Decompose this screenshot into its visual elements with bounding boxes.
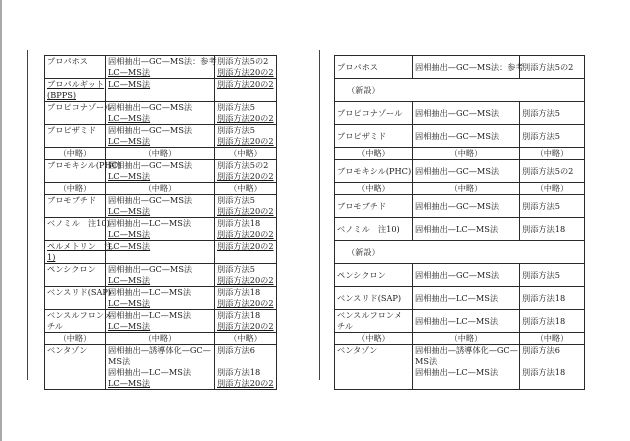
cell-text-line: 別添方法20の2 xyxy=(217,241,274,251)
table-row xyxy=(45,160,277,183)
left-margin-rule xyxy=(27,50,28,380)
table-row xyxy=(45,287,277,310)
method-reference-cell xyxy=(215,218,277,241)
cell-text-line: LC—MS法 xyxy=(108,136,151,146)
cell-text-line: MS法 xyxy=(415,356,438,366)
omitted-cell: （中略） xyxy=(106,148,215,160)
cell-text-line: 固相抽出—GC—MS法：参考 xyxy=(108,56,217,66)
cell-text-line: 別添方法6 xyxy=(522,345,560,355)
table-row xyxy=(45,310,277,333)
method-reference-cell xyxy=(520,218,585,241)
test-method-cell xyxy=(413,195,520,218)
substance-name-cell xyxy=(45,56,106,79)
cell-text-line: 別添方法18 xyxy=(217,218,261,228)
cell-text-line: 別添方法20の2 xyxy=(217,136,274,146)
table-row xyxy=(335,102,585,125)
cell-text-line: MS法 xyxy=(108,356,131,366)
omitted-cell: （中略） xyxy=(520,333,585,345)
substance-name-cell xyxy=(335,125,413,148)
cell-text-line: ベノミル 注10) xyxy=(337,223,400,234)
cell-text-line: 別添方法20の2 xyxy=(217,378,274,388)
substance-name-cell xyxy=(45,195,106,218)
test-method-cell xyxy=(106,218,215,241)
cell-text-line: (BPPS) xyxy=(47,90,77,100)
method-reference-cell xyxy=(215,56,277,79)
omitted-row xyxy=(45,333,277,345)
cell-text-line: ベンタゾン xyxy=(337,345,378,355)
cell-text-line: ベンタゾン xyxy=(47,345,88,355)
table-row xyxy=(335,264,585,287)
cell-text-line: 別添方法5 xyxy=(217,125,255,135)
substance-name-cell xyxy=(45,310,113,333)
cell-text-line: 固相抽出—LC—MS法 xyxy=(415,315,499,326)
omitted-cell: （中略） xyxy=(45,148,106,160)
omitted-cell: （中略） xyxy=(45,333,106,345)
table-row xyxy=(45,218,277,241)
test-method-cell xyxy=(106,264,215,287)
test-method-cell xyxy=(106,125,215,148)
table-row xyxy=(335,160,585,183)
cell-text-line: LC—MS法 xyxy=(108,298,151,308)
table-row xyxy=(45,79,277,102)
cell-text-line: ベンスリド(SAP) xyxy=(337,292,402,303)
cell-text-line: ベンスルフロンメ xyxy=(337,310,403,320)
cell-text-line: 別添方法5の2 xyxy=(522,165,574,176)
cell-text-line: 固相抽出—GC—MS法 xyxy=(108,125,193,135)
cell-text-line: ブロモキシル(PHC) xyxy=(47,160,122,170)
table-row xyxy=(335,310,585,333)
substance-name-cell xyxy=(335,264,413,287)
omitted-cell: （中略） xyxy=(45,183,106,195)
test-method-cell xyxy=(106,195,215,218)
cell-text-line: 別添方法20の2 xyxy=(217,298,274,308)
cell-text-line: 別添方法5 xyxy=(217,102,255,112)
table-row xyxy=(45,345,277,390)
method-reference-cell xyxy=(520,195,585,218)
test-method-cell xyxy=(413,125,520,148)
cell-text-line: ブロモブチド xyxy=(337,200,387,211)
new-entry-row xyxy=(335,241,585,264)
substance-name-cell xyxy=(335,160,413,183)
omitted-cell: （中略） xyxy=(413,333,520,345)
cell-text-line: LC—MS法 xyxy=(108,241,151,251)
method-reference-cell xyxy=(520,287,585,310)
cell-text-line: ベンスリド(SAP) xyxy=(47,287,112,297)
substance-name-cell xyxy=(45,79,106,102)
cell-text-line: 固相抽出—誘導体化—GC— xyxy=(415,345,518,355)
new-entry-cell: （新設） xyxy=(335,241,585,264)
omitted-cell: （中略） xyxy=(520,183,585,195)
omitted-row xyxy=(45,183,277,195)
substance-name-cell xyxy=(335,56,413,79)
cell-text-line: 固相抽出—GC—MS法：参考 xyxy=(415,61,524,72)
omitted-row xyxy=(335,183,585,195)
table-row xyxy=(335,56,585,79)
cell-text-line: プロパルギット xyxy=(47,79,105,89)
substance-name-cell xyxy=(335,102,413,125)
cell-text-line: 固相抽出—GC—MS法 xyxy=(108,264,193,274)
cell-text-line: 別添方法5 xyxy=(217,195,255,205)
substance-name-cell xyxy=(45,218,110,241)
omitted-row xyxy=(335,333,585,345)
cell-text-line: 別添方法18 xyxy=(522,292,566,303)
cell-text-line: プロパホス xyxy=(337,61,378,72)
test-method-cell xyxy=(106,241,215,264)
cell-text-line: 別添方法20の2 xyxy=(217,229,274,239)
test-method-cell xyxy=(106,310,215,333)
cell-text-line: プロパホス xyxy=(47,56,88,66)
cell-text-line: 固相抽出—LC—MS法 xyxy=(108,218,192,228)
cell-text-line: 別添方法20の2 xyxy=(217,113,274,123)
cell-text-line: 別添方法5の2 xyxy=(217,160,269,170)
cell-text-line: 別添方法5の2 xyxy=(522,61,574,72)
table-row xyxy=(45,195,277,218)
omitted-cell: （中略） xyxy=(413,148,520,160)
cell-text-line: LC—MS法 xyxy=(108,321,151,331)
cell-text-line: 別添方法18 xyxy=(217,310,261,320)
test-method-cell xyxy=(413,264,520,287)
test-method-cell xyxy=(413,56,524,79)
method-reference-cell xyxy=(520,264,585,287)
cell-text-line: 別添方法5 xyxy=(522,107,560,118)
substance-name-cell xyxy=(335,195,413,218)
right-margin-rule xyxy=(319,50,320,380)
cell-text-line: ブロモブチド xyxy=(47,195,97,205)
method-reference-cell xyxy=(520,160,585,183)
method-reference-cell xyxy=(520,56,585,79)
test-method-cell xyxy=(106,102,215,125)
method-reference-cell xyxy=(520,310,585,333)
cell-text-line: 別添方法5 xyxy=(522,269,560,280)
cell-text-line: 別添方法20の2 xyxy=(217,275,274,285)
cell-text-line: 別添方法18 xyxy=(522,367,566,377)
cell-text-line: ペルメトリン 注 xyxy=(47,241,113,251)
table-row xyxy=(45,264,277,287)
cell-text-line: 1) xyxy=(47,252,56,262)
cell-text-line: 別添方法20の2 xyxy=(217,67,274,77)
new-entry-cell: （新設） xyxy=(335,79,585,102)
substance-name-cell xyxy=(45,345,106,390)
old-method-table xyxy=(44,55,277,390)
cell-text-line: LC—MS法 xyxy=(108,171,151,181)
new-entry-row xyxy=(335,79,585,102)
test-method-cell xyxy=(413,102,520,125)
test-method-cell xyxy=(413,345,520,390)
cell-text-line xyxy=(217,356,274,367)
test-method-cell xyxy=(106,287,215,310)
cell-text-line: 別添方法5 xyxy=(217,264,255,274)
cell-text-line: 固相抽出—LC—MS法 xyxy=(415,367,499,377)
omitted-cell: （中略） xyxy=(215,333,277,345)
method-reference-cell xyxy=(520,125,585,148)
method-reference-cell xyxy=(215,264,277,287)
cell-text-line xyxy=(522,356,582,367)
test-method-cell xyxy=(413,287,520,310)
table-row xyxy=(335,287,585,310)
cell-text-line: 固相抽出—LC—MS法 xyxy=(108,287,192,297)
cell-text-line: ベノミル 注10) xyxy=(47,218,110,228)
cell-text-line: 固相抽出—誘導体化—GC— xyxy=(108,345,211,355)
cell-text-line: 別添方法18 xyxy=(522,315,566,326)
cell-text-line: プロピザミド xyxy=(47,125,97,135)
cell-text-line: LC—MS法 xyxy=(108,67,151,77)
omitted-row xyxy=(45,148,277,160)
cell-text-line: 固相抽出—GC—MS法 xyxy=(415,269,500,280)
method-reference-cell xyxy=(520,102,585,125)
test-method-cell xyxy=(413,218,520,241)
table-row xyxy=(45,241,277,264)
method-reference-cell xyxy=(215,345,277,390)
cell-text-line: 固相抽出—GC—MS法 xyxy=(415,107,500,118)
cell-text-line: 別添方法18 xyxy=(217,367,261,377)
cell-text-line: 固相抽出—LC—MS法 xyxy=(415,223,499,234)
table-row xyxy=(335,345,585,390)
method-reference-cell xyxy=(215,287,277,310)
omitted-cell: （中略） xyxy=(335,148,413,160)
cell-text-line: 別添方法20の2 xyxy=(217,206,274,216)
cell-text-line: 固相抽出—GC—MS法 xyxy=(108,195,193,205)
cell-text-line: LC—MS法 xyxy=(108,113,151,123)
substance-name-cell xyxy=(335,218,413,241)
page-edge xyxy=(0,0,2,441)
table-row xyxy=(335,218,585,241)
omitted-cell: （中略） xyxy=(335,333,413,345)
omitted-cell: （中略） xyxy=(106,333,215,345)
cell-text-line: ベンスルフロンメ xyxy=(47,310,113,320)
cell-text-line: LC—MS法 xyxy=(108,378,151,388)
cell-text-line: 別添方法18 xyxy=(217,287,261,297)
method-reference-cell xyxy=(520,345,585,390)
method-reference-cell xyxy=(215,241,277,264)
omitted-cell: （中略） xyxy=(520,148,585,160)
cell-text-line: チル xyxy=(337,321,353,331)
method-reference-cell xyxy=(215,310,277,333)
cell-text-line: ペンシクロン xyxy=(47,264,96,274)
cell-text-line: プロピザミド xyxy=(337,130,387,141)
cell-text-line: ブロモキシル(PHC) xyxy=(337,165,412,176)
test-method-cell xyxy=(413,310,520,333)
omitted-cell: （中略） xyxy=(215,148,277,160)
cell-text-line: LC—MS法 xyxy=(108,206,151,216)
test-method-cell xyxy=(106,345,215,390)
cell-text-line: プロピコナゾール xyxy=(337,107,403,118)
table-row xyxy=(45,125,277,148)
omitted-row xyxy=(335,148,585,160)
cell-text-line: 固相抽出—GC—MS法 xyxy=(415,200,500,211)
test-method-cell xyxy=(106,79,215,102)
cell-text-line: LC—MS法 xyxy=(108,229,151,239)
cell-text-line: 固相抽出—LC—MS法 xyxy=(108,367,192,377)
substance-name-cell xyxy=(335,310,413,333)
omitted-cell: （中略） xyxy=(335,183,413,195)
omitted-cell: （中略） xyxy=(215,183,277,195)
method-reference-cell xyxy=(215,160,277,183)
cell-text-line: チル xyxy=(47,321,63,331)
method-reference-cell xyxy=(215,79,277,102)
cell-text-line: LC—MS法 xyxy=(108,79,151,89)
substance-name-cell xyxy=(45,125,106,148)
cell-text-line: 固相抽出—GC—MS法 xyxy=(108,102,193,112)
cell-text-line: 固相抽出—LC—MS法 xyxy=(108,310,192,320)
substance-name-cell xyxy=(45,264,106,287)
table-row xyxy=(335,195,585,218)
cell-text-line: 固相抽出—LC—MS法 xyxy=(415,292,499,303)
cell-text-line: 別添方法5 xyxy=(522,130,560,141)
cell-text-line: プロピコナゾール xyxy=(47,102,113,112)
substance-name-cell xyxy=(45,287,112,310)
substance-name-cell xyxy=(45,102,113,125)
new-method-table xyxy=(334,55,585,390)
cell-text-line: 別添方法18 xyxy=(522,223,566,234)
cell-text-line: LC—MS法 xyxy=(108,275,151,285)
omitted-cell: （中略） xyxy=(413,183,520,195)
substance-name-cell xyxy=(335,345,413,390)
substance-name-cell xyxy=(335,287,413,310)
substance-name-cell xyxy=(45,160,122,183)
cell-text-line: 固相抽出—GC—MS法 xyxy=(415,165,500,176)
test-method-cell xyxy=(106,160,215,183)
table-row xyxy=(335,125,585,148)
cell-text-line: 別添方法20の2 xyxy=(217,321,274,331)
cell-text-line: 別添方法20の2 xyxy=(217,79,274,89)
cell-text-line: 固相抽出—GC—MS法 xyxy=(415,130,500,141)
cell-text-line: 固相抽出—GC—MS法 xyxy=(108,160,193,170)
method-reference-cell xyxy=(215,125,277,148)
cell-text-line: 別添方法5の2 xyxy=(217,56,269,66)
omitted-cell: （中略） xyxy=(106,183,215,195)
test-method-cell xyxy=(106,56,215,79)
substance-name-cell xyxy=(45,241,113,264)
method-reference-cell xyxy=(215,195,277,218)
cell-text-line: 別添方法5 xyxy=(522,200,560,211)
method-reference-cell xyxy=(215,102,277,125)
table-row xyxy=(45,102,277,125)
cell-text-line: 別添方法20の2 xyxy=(217,171,274,181)
cell-text-line: ペンシクロン xyxy=(337,269,386,280)
cell-text-line: 別添方法6 xyxy=(217,345,255,355)
test-method-cell xyxy=(413,160,520,183)
table-row xyxy=(45,56,277,79)
